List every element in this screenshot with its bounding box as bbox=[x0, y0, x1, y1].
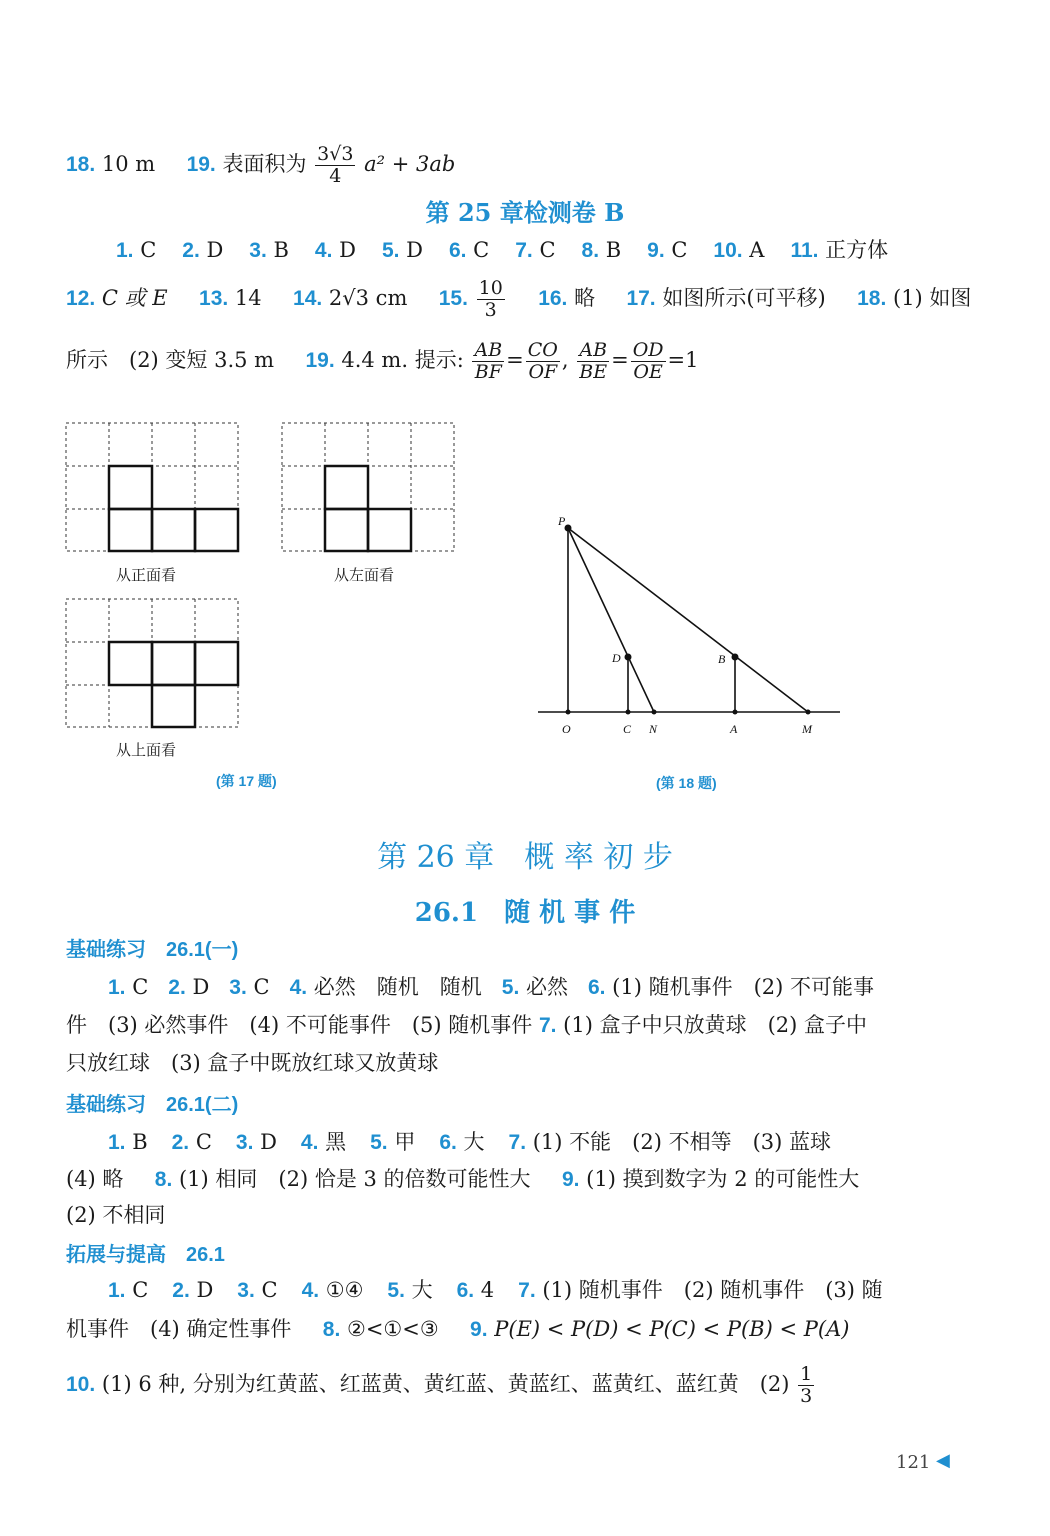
point-c bbox=[626, 710, 631, 715]
figure-18-diagram bbox=[530, 510, 850, 742]
q-number: 5. bbox=[381, 239, 400, 262]
point-m bbox=[806, 710, 811, 715]
answer-text: C bbox=[246, 975, 270, 999]
answer-line bbox=[108, 1126, 831, 1156]
q-number: 3. bbox=[235, 1131, 254, 1154]
q-number: 4. bbox=[289, 976, 308, 999]
q-number: 8. bbox=[581, 239, 600, 262]
page-number: 121 bbox=[896, 1452, 931, 1473]
answer-text: 正方体 bbox=[818, 238, 889, 262]
answer-text: 4 bbox=[474, 1278, 495, 1302]
label-o: O bbox=[562, 722, 571, 736]
answer-line: 只放红球 (3) 盒子中既放红球又放黄球 bbox=[66, 1051, 439, 1075]
fraction: $\frac{AB}{BE}$ bbox=[579, 339, 608, 383]
q-number: 2. bbox=[171, 1131, 190, 1154]
q-number: 4. bbox=[314, 239, 333, 262]
exercise-heading: 基础练习 26.1(二) bbox=[66, 1094, 239, 1116]
answer-text: D bbox=[199, 238, 224, 262]
answer-line: (2) 不相同 bbox=[66, 1203, 166, 1227]
label-a: A bbox=[730, 722, 738, 736]
point-a bbox=[733, 710, 738, 715]
q-number: 5. bbox=[370, 1131, 388, 1154]
q-number: 9. bbox=[647, 239, 665, 262]
fraction: $\frac{10}{3}$ bbox=[478, 277, 503, 321]
q-number: 7. bbox=[518, 1279, 536, 1302]
fraction: $\frac{3√3}{4}$ bbox=[317, 143, 354, 187]
answer-line: 机事件 (4) 确定性事件 8. ②<①<③ 9. P(E) < P(D) < P(C) < P(B) < P(A) bbox=[66, 1317, 850, 1341]
answer-text: 大 bbox=[404, 1278, 433, 1302]
answer-text: D bbox=[332, 238, 356, 262]
q-number: 5. bbox=[501, 976, 520, 999]
answer-text: D bbox=[399, 238, 423, 262]
answer-text: C bbox=[466, 238, 490, 262]
answer-text: C bbox=[125, 1278, 149, 1302]
exercise-heading: 拓展与提高 26.1 bbox=[66, 1244, 225, 1266]
answer-text: B bbox=[266, 238, 289, 262]
answer-line: 件 (3) 必然事件 (4) 不可能事件 (5) 随机事件 7. (1) 盒子中只放黄球 (2) 盒子中 bbox=[66, 1013, 867, 1037]
q-number: 4. bbox=[301, 1279, 320, 1302]
q-number: 6. bbox=[448, 239, 467, 262]
left-view-caption: 从左面看 bbox=[334, 567, 395, 584]
answer-text: 大 bbox=[456, 1130, 485, 1154]
answer-text: ①④ bbox=[319, 1278, 364, 1302]
answer-text: 10 m bbox=[101, 151, 156, 176]
q-number: 2. bbox=[172, 1279, 190, 1302]
answer-line bbox=[108, 1274, 883, 1304]
section-subtitle: 26.1 随 机 事 件 bbox=[414, 898, 636, 928]
answer-line bbox=[108, 971, 874, 1001]
q-number: 1. bbox=[108, 1279, 126, 1302]
q-number: 7. bbox=[515, 239, 533, 262]
q-number: 10. bbox=[713, 239, 743, 262]
answer-text: (1) 随机事件 (2) 随机事件 (3) 随 bbox=[535, 1278, 883, 1302]
answer-text: B bbox=[599, 238, 622, 262]
answer-line: 所示 (2) 变短 3.5 m 19. 4.4 m. 提示: $\frac{AB}{BF}$ = $\frac{CO}{OF}$ , $\frac{AB}{BE}$ = $\frac{OD}{OE}$ =1 bbox=[66, 339, 699, 383]
top-view-grid bbox=[64, 597, 240, 731]
answer-line bbox=[116, 234, 888, 264]
q-number: 18. bbox=[66, 152, 96, 176]
answer-text: C bbox=[125, 975, 149, 999]
answer-line: (4) 略 8. (1) 相同 (2) 恰是 3 的倍数可能性大 9. (1) 摸到数字为 2 的可能性大 bbox=[66, 1167, 860, 1191]
answer-text: a² + 3ab bbox=[364, 151, 456, 176]
label-m: M bbox=[802, 722, 812, 736]
point-n bbox=[652, 710, 657, 715]
ray-pm bbox=[568, 528, 808, 712]
q-number: 7. bbox=[508, 1131, 527, 1154]
label-n: N bbox=[649, 722, 658, 736]
label-d: D bbox=[612, 651, 621, 665]
answer-line: 12. C 或 E 13. 14 14. 2√3 cm 15. $\frac{10}{3}$ 16. 略 17. 如图所示(可平移) 18. (1) 如图 bbox=[66, 277, 972, 321]
answer-text: D bbox=[253, 1130, 277, 1154]
fraction: $\frac{AB}{BF}$ bbox=[474, 339, 503, 383]
answer-text: C bbox=[664, 238, 688, 262]
q-number: 4. bbox=[300, 1131, 319, 1154]
point-o bbox=[566, 710, 571, 715]
chapter-title: 第 26 章 概 率 初 步 bbox=[377, 840, 673, 875]
fraction: $\frac{1}{3}$ bbox=[800, 1363, 813, 1407]
q-number: 2. bbox=[182, 239, 200, 262]
answer-text: 甲 bbox=[387, 1130, 416, 1154]
figure-caption-18: (第 18 题) bbox=[656, 775, 717, 791]
answer-text: C bbox=[133, 238, 157, 262]
answer-text: C bbox=[189, 1130, 212, 1154]
answer-line-top bbox=[66, 144, 455, 187]
exercise-heading: 基础练习 26.1(一) bbox=[66, 939, 239, 961]
q-number: 19. bbox=[186, 152, 216, 176]
q-number: 6. bbox=[439, 1131, 457, 1154]
label-b: B bbox=[718, 652, 726, 666]
point-d bbox=[625, 654, 632, 661]
answer-text: A bbox=[742, 238, 765, 262]
point-p bbox=[565, 525, 572, 532]
front-view-grid bbox=[64, 421, 240, 555]
page-arrow-icon: ◀ bbox=[936, 1450, 950, 1471]
q-number: 1. bbox=[116, 239, 134, 262]
answer-text: 表面积为 bbox=[222, 151, 307, 176]
front-view-caption: 从正面看 bbox=[116, 567, 177, 584]
label-p: P bbox=[558, 514, 566, 528]
q-number: 6. bbox=[456, 1279, 475, 1302]
answer-text: (1) 不能 (2) 不相等 (3) 蓝球 bbox=[526, 1130, 831, 1154]
left-view-grid bbox=[280, 421, 456, 555]
q-number: 5. bbox=[387, 1279, 405, 1302]
q-number: 11. bbox=[790, 239, 819, 262]
answer-text: (1) 随机事件 (2) 不可能事 bbox=[605, 975, 875, 999]
q-number: 2. bbox=[168, 976, 186, 999]
q-number: 1. bbox=[108, 1131, 126, 1154]
q-number: 3. bbox=[237, 1279, 255, 1302]
answer-text: 必然 bbox=[519, 975, 568, 999]
figure-caption-17: (第 17 题) bbox=[216, 773, 277, 789]
answer-text: 必然 随机 随机 bbox=[307, 975, 482, 999]
ray-pn bbox=[568, 528, 654, 712]
point-b bbox=[732, 654, 739, 661]
q-number: 3. bbox=[249, 239, 267, 262]
q-number: 3. bbox=[229, 976, 247, 999]
q-number: 6. bbox=[587, 976, 606, 999]
answer-text: D bbox=[185, 975, 210, 999]
answer-text: 黑 bbox=[318, 1130, 347, 1154]
fraction: $\frac{CO}{OF}$ bbox=[527, 339, 558, 383]
section-title: 第 25 章检测卷 B bbox=[425, 198, 625, 227]
answer-text: B bbox=[125, 1130, 148, 1154]
q-number: 1. bbox=[108, 976, 126, 999]
answer-text: D bbox=[189, 1278, 214, 1302]
answer-text: C bbox=[532, 238, 556, 262]
fraction: $\frac{OD}{OE}$ bbox=[632, 339, 664, 383]
top-view-caption: 从上面看 bbox=[116, 742, 177, 759]
answer-line: 10. (1) 6 种, 分别为红黄蓝、红蓝黄、黄红蓝、黄蓝红、蓝黄红、蓝红黄 (2) $\frac{1}{3}$ bbox=[66, 1363, 813, 1407]
label-c: C bbox=[623, 722, 632, 736]
answer-text: C bbox=[254, 1278, 278, 1302]
